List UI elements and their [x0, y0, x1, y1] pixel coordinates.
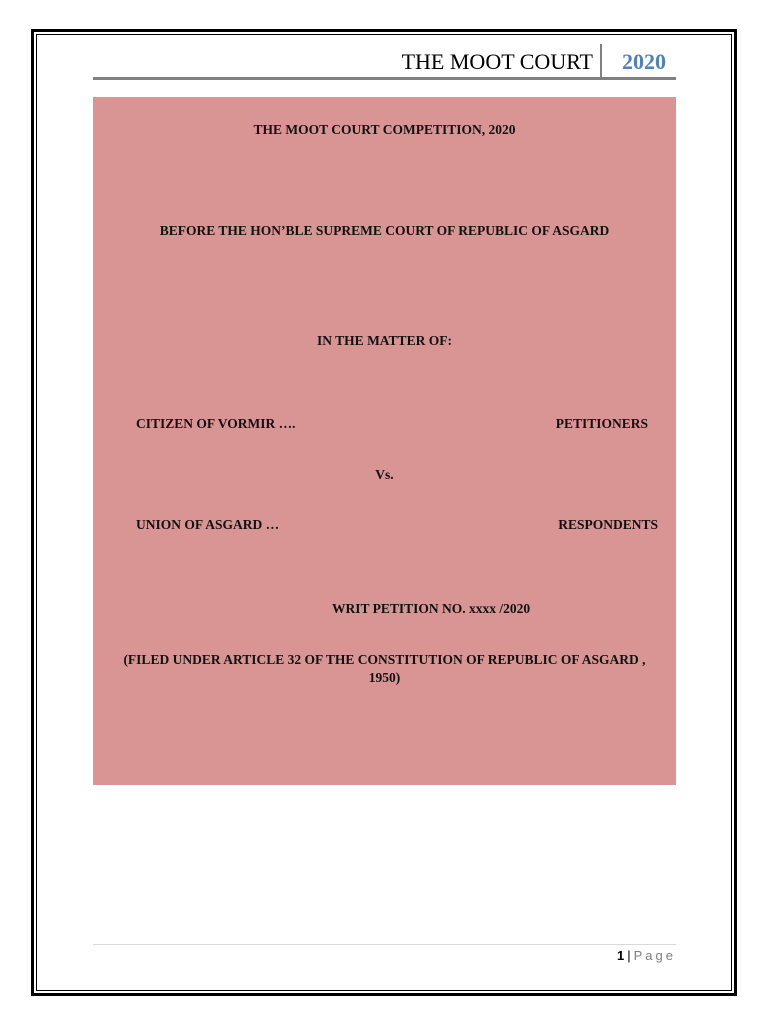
- filed-under-note: (FILED UNDER ARTICLE 32 OF THE CONSTITUTION OF REPUBLIC OF ASGARD , 1950): [123, 652, 646, 685]
- page-word: Page: [633, 948, 676, 963]
- respondent-name: UNION OF ASGARD …: [136, 517, 280, 532]
- writ-petition-number: WRIT PETITION NO. xxxx /2020: [332, 601, 531, 616]
- court-title: BEFORE THE HON’BLE SUPREME COURT OF REPUBLIC OF ASGARD: [159, 223, 610, 238]
- petitioner-role: PETITIONERS: [555, 416, 648, 431]
- page-separator: |: [627, 948, 631, 963]
- cover-block: [93, 97, 676, 785]
- header-title: THE MOOT COURT: [401, 49, 593, 74]
- header-year: 2020: [622, 49, 666, 74]
- petitioner-name: CITIZEN OF VORMIR ….: [136, 416, 296, 431]
- page-footer: [617, 948, 676, 963]
- footer-rule: [93, 944, 676, 945]
- versus-label: Vs.: [375, 467, 394, 482]
- header-separator: [600, 44, 602, 77]
- competition-title: THE MOOT COURT COMPETITION, 2020: [253, 122, 516, 137]
- page-number: 1: [617, 948, 625, 963]
- page-header: [93, 44, 676, 80]
- matter-heading: IN THE MATTER OF:: [317, 333, 452, 348]
- header-rule: [93, 77, 676, 80]
- respondent-role: RESPONDENTS: [558, 517, 658, 532]
